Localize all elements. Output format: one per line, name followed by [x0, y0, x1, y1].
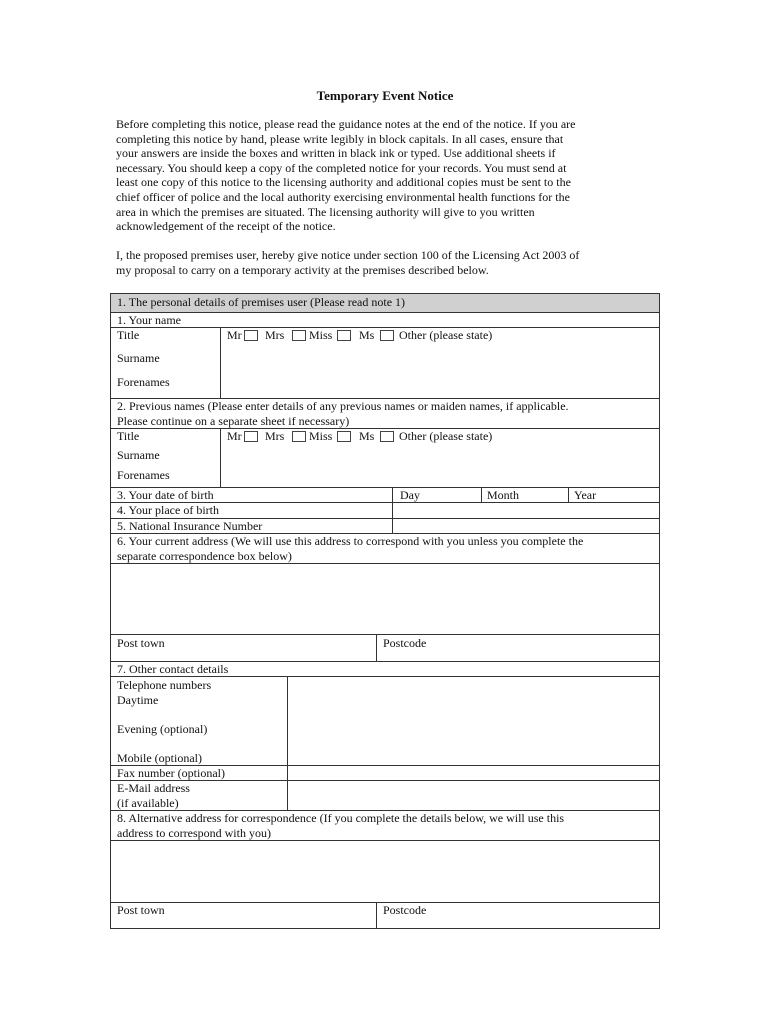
checkbox-miss[interactable]: [337, 431, 351, 442]
post-town-label: Post town: [117, 903, 165, 917]
divider: [287, 676, 288, 810]
divider: [111, 634, 659, 635]
title-option-mrs: Mrs: [265, 328, 285, 342]
checkbox-mrs[interactable]: [292, 431, 306, 442]
daytime-label: Daytime: [117, 693, 159, 707]
divider: [111, 327, 659, 328]
divider: [392, 487, 393, 533]
intro-line: area in which the premises are situated. The licensing authority will give to you written: [116, 204, 535, 219]
forenames-label: Forenames: [117, 375, 170, 389]
checkbox-ms[interactable]: [380, 431, 394, 442]
divider: [481, 487, 482, 502]
title-option-ms: Ms: [359, 429, 375, 443]
declaration-line: my proposal to carry on a temporary activity at the premises described below.: [116, 262, 489, 277]
email-label-2: (if available): [117, 796, 179, 810]
dob-label: 3. Your date of birth: [117, 488, 214, 502]
evening-label: Evening (optional): [117, 722, 208, 736]
forenames-label: Forenames: [117, 468, 170, 482]
intro-paragraph: [116, 117, 646, 234]
divider: [220, 428, 221, 487]
dob-year-label: Year: [574, 488, 597, 502]
title-label: Title: [117, 328, 140, 342]
declaration-line: I, the proposed premises user, hereby give notice under section 100 of the Licensing Act 2003 of: [116, 248, 580, 262]
title-option-ms: Ms: [359, 328, 375, 342]
checkbox-mr[interactable]: [244, 330, 258, 341]
intro-line: least one copy of this notice to the licensing authority and additional copies must be sent to the: [116, 175, 571, 190]
title-option-mrs: Mrs: [265, 429, 285, 443]
divider: [111, 563, 659, 564]
section1-header: 1. The personal details of premises user (Please read note 1): [117, 295, 406, 309]
surname-label: Surname: [117, 351, 160, 365]
personal-details-form: [110, 293, 660, 929]
intro-line: acknowledgement of the receipt of the notice.: [116, 219, 336, 234]
title-option-mr: Mr: [227, 429, 242, 443]
title-option-other: Other (please state): [399, 328, 493, 342]
post-town-label: Post town: [117, 636, 165, 650]
telephone-numbers-label: Telephone numbers: [117, 678, 212, 692]
title-option-miss: Miss: [309, 429, 333, 443]
divider: [376, 902, 377, 928]
mobile-label: Mobile (optional): [117, 751, 202, 765]
intro-line: completing this notice by hand, please write legibly in block capitals. In all cases, ensure that: [116, 131, 564, 146]
checkbox-ms[interactable]: [380, 330, 394, 341]
title-label: Title: [117, 429, 140, 443]
checkbox-mrs[interactable]: [292, 330, 306, 341]
intro-line: chief officer of police and the local authority exercising environmental health functions for the: [116, 189, 570, 204]
your-name-label: 1. Your name: [117, 313, 182, 327]
title-option-other: Other (please state): [399, 429, 493, 443]
divider: [111, 780, 659, 781]
fax-label: Fax number (optional): [117, 766, 225, 780]
postcode-label: Postcode: [383, 903, 427, 917]
intro-line: your answers are inside the boxes and written in black ink or typed. Use additional sheets if: [116, 146, 556, 161]
divider: [111, 840, 659, 841]
checkbox-miss[interactable]: [337, 330, 351, 341]
postcode-label: Postcode: [383, 636, 427, 650]
surname-label: Surname: [117, 448, 160, 462]
alt-address-label-1: 8. Alternative address for correspondence (If you complete the details below, we will use this: [117, 811, 565, 825]
previous-names-label-1: 2. Previous names (Please enter details of any previous names or maiden names, if applicable.: [117, 399, 569, 413]
divider: [111, 428, 659, 429]
previous-names-label-2: Please continue on a separate sheet if necessary): [117, 414, 350, 428]
document-title: Temporary Event Notice: [316, 88, 454, 103]
address-label-2: separate correspondence box below): [117, 549, 292, 563]
intro-line: Before completing this notice, please read the guidance notes at the end of the notice. If you are: [116, 117, 576, 131]
dob-day-label: Day: [400, 488, 420, 502]
divider: [111, 676, 659, 677]
address-label-1: 6. Your current address (We will use this address to correspond with you unless you complete the: [117, 534, 584, 548]
divider: [376, 634, 377, 661]
intro-line: necessary. You should keep a copy of the completed notice for your records. You must send at: [116, 160, 567, 175]
other-contact-label: 7. Other contact details: [117, 662, 229, 676]
checkbox-mr[interactable]: [244, 431, 258, 442]
dob-month-label: Month: [487, 488, 520, 502]
email-label-1: E-Mail address: [117, 781, 190, 795]
pob-label: 4. Your place of birth: [117, 503, 219, 517]
declaration-paragraph: [116, 248, 646, 277]
nin-label: 5. National Insurance Number: [117, 519, 263, 533]
title-option-mr: Mr: [227, 328, 242, 342]
alt-address-label-2: address to correspond with you): [117, 826, 271, 840]
divider: [568, 487, 569, 502]
title-option-miss: Miss: [309, 328, 333, 342]
divider: [220, 327, 221, 398]
